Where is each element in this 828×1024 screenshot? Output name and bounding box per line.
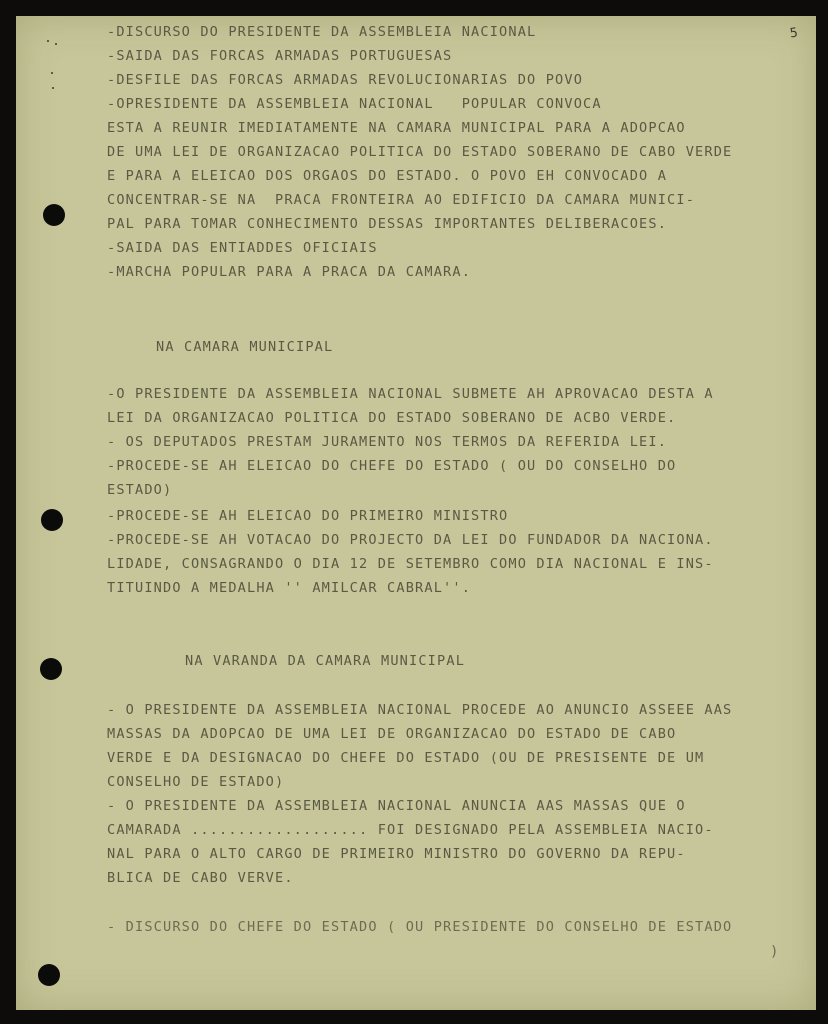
- text-line: LIDADE, CONSAGRANDO O DIA 12 DE SETEMBRO COMO DIA NACIONAL E INS-: [107, 556, 714, 572]
- text-line: -SAIDA DAS FORCAS ARMADAS PORTUGUESAS: [107, 48, 453, 64]
- text-line: CONSELHO DE ESTADO): [107, 774, 285, 790]
- text-line: - O PRESIDENTE DA ASSEMBLEIA NACIONAL PROCEDE AO ANUNCIO ASSEEE AAS: [107, 702, 733, 718]
- ink-mark: [47, 40, 49, 42]
- text-line: -PROCEDE-SE AH VOTACAO DO PROJECTO DA LEI DO FUNDADOR DA NACIONA.: [107, 532, 714, 548]
- text-line: -PROCEDE-SE AH ELEICAO DO CHEFE DO ESTADO ( OU DO CONSELHO DO: [107, 458, 677, 474]
- text-line: E PARA A ELEICAO DOS ORGAOS DO ESTADO. O POVO EH CONVOCADO A: [107, 168, 668, 184]
- text-line: MASSAS DA ADOPCAO DE UMA LEI DE ORGANIZACAO DO ESTADO DE CABO: [107, 726, 677, 742]
- ink-mark: [55, 43, 57, 45]
- text-line: -MARCHA POPULAR PARA A PRACA DA CAMARA.: [107, 264, 472, 280]
- text-line: CAMARADA ................... FOI DESIGNADO PELA ASSEMBLEIA NACIO-: [107, 822, 714, 838]
- section-heading: NA CAMARA MUNICIPAL: [156, 339, 334, 355]
- text-line: DE UMA LEI DE ORGANIZACAO POLITICA DO ESTADO SOBERANO DE CABO VERDE: [107, 144, 733, 160]
- punch-hole: [38, 964, 60, 986]
- text-line: ESTA A REUNIR IMEDIATAMENTE NA CAMARA MUNICIPAL PARA A ADOPCAO: [107, 120, 686, 136]
- closing-paren: ): [770, 944, 779, 960]
- text-line: LEI DA ORGANIZACAO POLITICA DO ESTADO SOBERANO DE ACBO VERDE.: [107, 410, 677, 426]
- text-line: VERDE E DA DESIGNACAO DO CHEFE DO ESTADO (OU DE PRESISENTE DE UM: [107, 750, 705, 766]
- punch-hole: [43, 204, 65, 226]
- text-line: -SAIDA DAS ENTIADDES OFICIAIS: [107, 240, 378, 256]
- punch-hole: [40, 658, 62, 680]
- text-line: CONCENTRAR-SE NA PRACA FRONTEIRA AO EDIFICIO DA CAMARA MUNICI-: [107, 192, 696, 208]
- text-line: PAL PARA TOMAR CONHECIMENTO DESSAS IMPORTANTES DELIBERACOES.: [107, 216, 668, 232]
- text-line: -O PRESIDENTE DA ASSEMBLEIA NACIONAL SUBMETE AH APROVACAO DESTA A: [107, 386, 714, 402]
- ink-mark: [52, 87, 54, 89]
- punch-hole: [41, 509, 63, 531]
- page-number: 5: [788, 25, 799, 42]
- text-line: -OPRESIDENTE DA ASSEMBLEIA NACIONAL POPULAR CONVOCA: [107, 96, 602, 112]
- text-line: - O PRESIDENTE DA ASSEMBLEIA NACIONAL ANUNCIA AAS MASSAS QUE O: [107, 798, 686, 814]
- text-line: TITUINDO A MEDALHA '' AMILCAR CABRAL''.: [107, 580, 472, 596]
- text-line: - DISCURSO DO CHEFE DO ESTADO ( OU PRESIDENTE DO CONSELHO DE ESTADO: [107, 919, 733, 935]
- text-line: -DESFILE DAS FORCAS ARMADAS REVOLUCIONARIAS DO POVO: [107, 72, 584, 88]
- text-line: NAL PARA O ALTO CARGO DE PRIMEIRO MINISTRO DO GOVERNO DA REPU-: [107, 846, 686, 862]
- text-line: BLICA DE CABO VERVE.: [107, 870, 294, 886]
- text-line: -DISCURSO DO PRESIDENTE DA ASSEMBLEIA NACIONAL: [107, 24, 537, 40]
- text-line: -PROCEDE-SE AH ELEICAO DO PRIMEIRO MINISTRO: [107, 508, 509, 524]
- text-line: - OS DEPUTADOS PRESTAM JURAMENTO NOS TERMOS DA REFERIDA LEI.: [107, 434, 668, 450]
- ink-mark: [51, 72, 53, 74]
- text-line: ESTADO): [107, 482, 173, 498]
- section-heading: NA VARANDA DA CAMARA MUNICIPAL: [185, 653, 466, 669]
